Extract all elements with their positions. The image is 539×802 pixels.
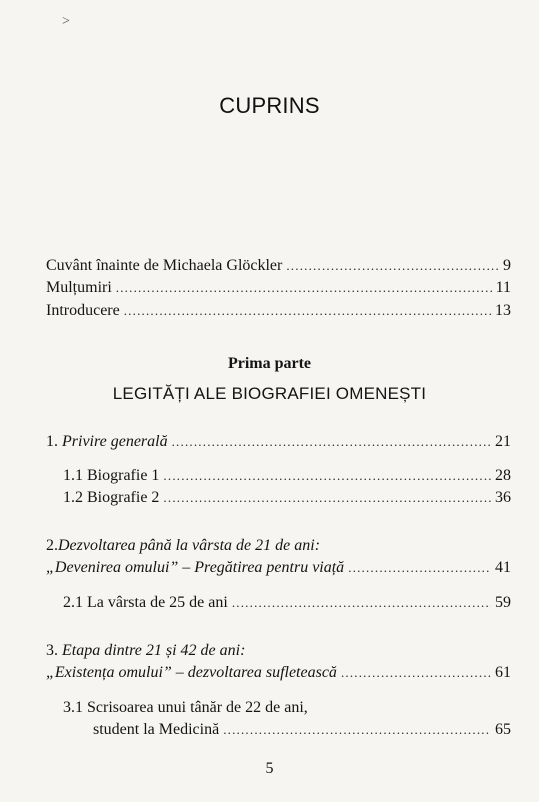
toc-page-number: 41 (495, 559, 511, 576)
chapter-title: Privire generală (62, 433, 168, 450)
toc-row (63, 488, 511, 508)
dot-leader (232, 593, 491, 613)
toc-page-number: 9 (503, 257, 511, 274)
toc-entry-label: Introducere (46, 302, 120, 319)
toc-entry-label: 3.1 Scrisoarea unui tânăr de 22 de ani, (63, 699, 308, 716)
toc-entry-label (46, 432, 168, 452)
toc-entry-label: 1.2 Biografie 2 (63, 489, 160, 506)
toc-entry-label: „Devenirea omului” – Pregătirea pentru viață (46, 559, 345, 576)
toc-page-number: 28 (495, 467, 511, 484)
page-title: CUPRINS (219, 93, 320, 118)
chapter-title: Etapa dintre 21 și 42 de ani: (62, 642, 246, 659)
toc-page-number: 13 (495, 302, 511, 319)
toc-entry-line (46, 641, 245, 661)
toc-page-number: 21 (495, 433, 511, 450)
dot-leader (124, 301, 491, 321)
toc-row (46, 256, 511, 276)
toc-page-number: 65 (495, 721, 511, 738)
dot-leader (341, 663, 491, 683)
toc-row (63, 593, 511, 613)
toc-row (93, 720, 511, 740)
dot-leader (172, 432, 491, 452)
dot-leader (163, 466, 491, 486)
bleed-through-text (30, 0, 510, 74)
part-label: Prima parte (227, 355, 312, 372)
toc-entry-label: 1.1 Biografie 1 (63, 467, 160, 484)
toc-row (46, 558, 511, 578)
toc-row (46, 432, 511, 452)
dot-leader (116, 278, 492, 298)
toc-row (46, 301, 511, 321)
toc-entry-label: Mulțumiri (46, 279, 112, 296)
toc-page-number: 36 (495, 489, 511, 506)
chapter-number: 3. (46, 642, 58, 659)
chapter-number: 1. (46, 433, 58, 450)
page-number: 5 (265, 760, 274, 777)
toc-page-number: 59 (495, 594, 511, 611)
toc-entry-label: 2.1 La vârsta de 25 de ani (63, 594, 228, 611)
toc-entry-label: student la Medicină (93, 721, 220, 738)
dot-leader (348, 558, 491, 578)
toc-entry-line (63, 698, 308, 718)
chapter-number: 2. (46, 537, 58, 554)
toc-entry-label: „Existența omului” – dezvoltarea sufletească (46, 664, 337, 681)
part-title: LEGITĂȚI ALE BIOGRAFIEI OMENEȘTI (112, 384, 427, 403)
toc-row (63, 466, 511, 486)
chapter-title: Dezvoltarea până la vârsta de 21 de ani: (58, 537, 321, 554)
toc-entry-label: Cuvânt înainte de Michaela Glöckler (46, 257, 283, 274)
dot-leader (286, 256, 499, 276)
dot-leader (223, 720, 491, 740)
toc-entry-line (46, 536, 320, 556)
toc-row (46, 663, 511, 683)
toc-page-number: 61 (495, 664, 511, 681)
margin-mark: ˃ (62, 14, 70, 29)
toc-row (46, 278, 511, 298)
dot-leader (163, 488, 491, 508)
toc-page-number: 11 (495, 279, 511, 296)
